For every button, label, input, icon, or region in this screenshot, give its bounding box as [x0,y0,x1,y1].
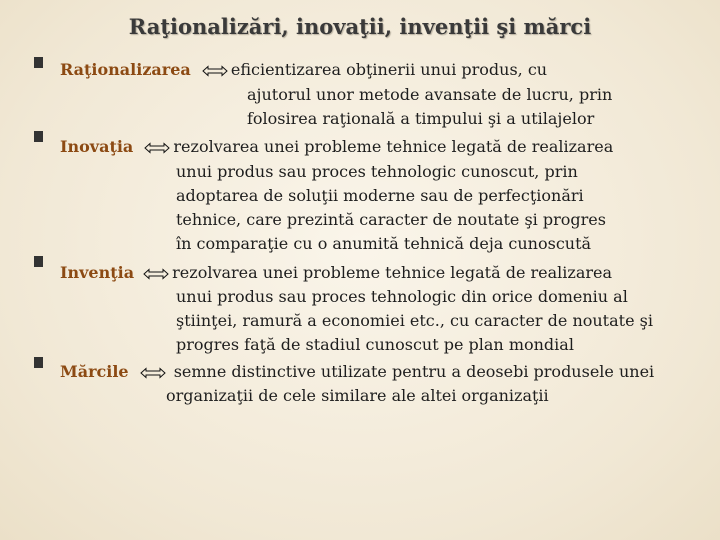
item-text-line: folosirea raţională a timpului şi a utilajelor [247,109,595,128]
item-term: Invenţia [60,263,135,282]
item-text-line: rezolvarea unei probleme tehnice legată de realizarea [173,137,614,156]
item-text-line: tehnice, care prezintă caracter de noutate şi progres [176,210,606,229]
item-text-line: organizaţii de cele similare ale altei organizaţii [166,386,549,405]
item-text-line: ajutorul unor metode avansate de lucru, prin [247,85,613,104]
double-arrow-icon [143,268,169,280]
square-bullet-icon [34,357,43,368]
item-first-line [60,362,654,382]
item-first-line [60,263,612,283]
item-text-line: eficientizarea obţinerii unui produs, cu [230,60,548,79]
square-bullet-icon [34,57,43,68]
item-text-line: semne distinctive utilizate pentru a deosebi produsele unei [173,362,655,381]
item-text-line: adoptarea de soluţii moderne sau de perfecţionări [176,186,584,205]
item-term: Inovaţia [60,137,134,156]
item-text-line: unui produs sau proces tehnologic din orice domeniu al [176,287,628,306]
item-text-line: progres faţă de stadiul cunoscut pe plan mondial [176,335,574,354]
slide-title: Raţionalizări, inovaţii, invenţii şi mărci [128,14,592,39]
double-arrow-icon [144,142,170,154]
square-bullet-icon [34,256,43,267]
item-text-line: rezolvarea unei probleme tehnice legată de realizarea [172,263,613,282]
item-text-line: unui produs sau proces tehnologic cunoscut, prin [176,162,578,181]
square-bullet-icon [34,131,43,142]
item-term: Mărcile [60,362,129,381]
item-first-line [60,60,547,80]
item-first-line [60,137,613,157]
item-text-line: în comparaţie cu o anumită tehnică deja cunoscută [176,234,592,253]
item-term: Raţionalizarea [60,60,191,79]
double-arrow-icon [140,367,166,379]
item-text-line: ştiinţei, ramură a economiei etc., cu caracter de noutate şi [176,311,653,330]
double-arrow-icon [202,65,228,77]
